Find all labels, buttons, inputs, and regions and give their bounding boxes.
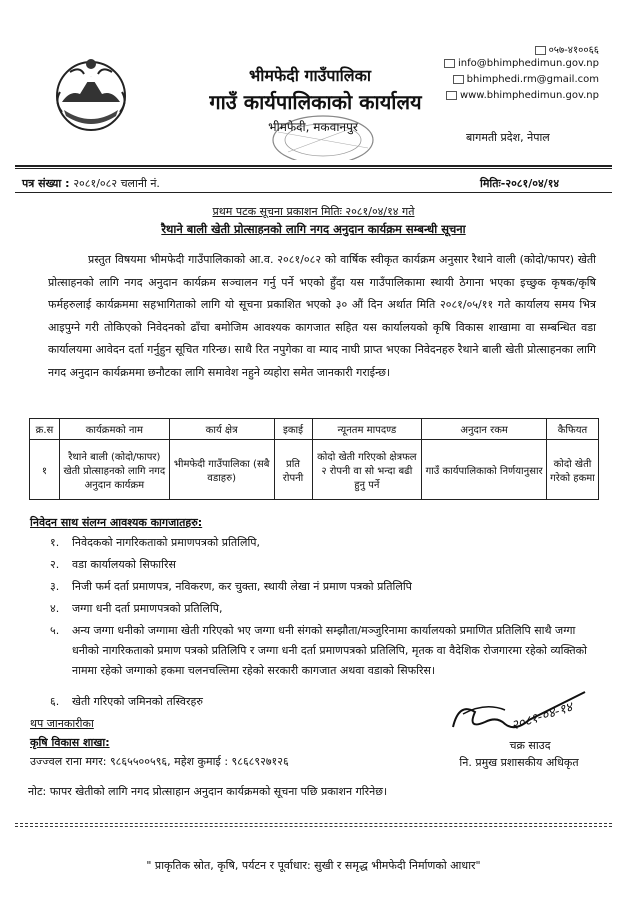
signatory-designation: नि. प्रमुख प्रशासकीय अधिकृत bbox=[459, 756, 579, 769]
table-header-row bbox=[30, 419, 599, 440]
contact-phone: ०५७-४१००६६ bbox=[535, 42, 599, 56]
email-icon bbox=[453, 75, 464, 84]
nepal-emblem-icon bbox=[50, 52, 132, 134]
table-cell: कोदो खेती गरिएको क्षेत्रफल २ रोपनी वा सो भन्दा बढी हुनु पर्ने bbox=[312, 440, 422, 500]
footer-motto: " प्राकृतिक स्रोत, कृषि, पर्यटन र पूर्वाधार: सुखी र समृद्ध भीमफेदी निर्माणको आधार" bbox=[146, 859, 481, 872]
list-item: १. निवेदकको नागरिकताको प्रमाणपत्रको प्रतिलिपि, bbox=[50, 536, 261, 549]
list-item: ४. जग्गा धनी दर्ता प्रमाणपत्रको प्रतिलिपि, bbox=[50, 602, 223, 615]
footer-rule bbox=[15, 823, 612, 824]
globe-icon bbox=[446, 91, 457, 100]
footer-rule bbox=[15, 826, 612, 827]
table-row bbox=[30, 440, 599, 500]
signatory-name: चक्र साउद bbox=[509, 739, 551, 752]
signature-icon bbox=[445, 672, 605, 742]
municipality-name: भीमफेदी गाउँपालिका bbox=[248, 66, 372, 85]
notice-subject: रैथाने बाली खेती प्रोत्साहनको लागि नगद अनुदान कार्यक्रम सम्बन्धी सूचना bbox=[161, 222, 466, 236]
department-name: कृषि विकास शाखा: bbox=[30, 736, 110, 749]
header-rule bbox=[15, 165, 612, 167]
reference-rule bbox=[15, 192, 612, 193]
table-cell: गाउँ कार्यपालिकाको निर्णयानुसार bbox=[422, 440, 547, 500]
phone-icon bbox=[535, 46, 546, 55]
table-cell: प्रति रोपनी bbox=[274, 440, 312, 500]
list-item: ५. अन्य जग्गा धनीको जग्गामा खेती गरिएको भए जग्गा धनी संगको सम्झौता/मञ्जुरिनामा कार्यालयको प्रमाणित प्रतिलिपि साथै जग्गा धनीको नागरिकताको प्रमाण पत्रको प्रतिलिपि र जग्गा धनी दर्ता प्रमाणपत्रको प्रतिलिपि, मृतक वा वैदेशिक रोजगारमा रहेको व्यक्तिको नाममा रहेको जग्गाको हकमा चलनचल्तिमा रहेको सरकारी कागजात अथवा वडाको सिफरिस। bbox=[50, 624, 587, 677]
list-item: ३. निजी फर्म दर्ता प्रमाणपत्र, नविकरण, कर चुक्ता, स्थायी लेखा नं प्रमाण पत्रको प्रतिलिपि bbox=[50, 580, 412, 593]
office-name: गाउँ कार्यपालिकाको कार्यालय bbox=[209, 90, 422, 114]
table-cell: भीमफेदी गाउँपालिका (सबै वडाहरु) bbox=[169, 440, 274, 500]
attachments-title: निवेदन साथ संलग्न आवश्यक कागजातहरु: bbox=[30, 516, 203, 529]
table-cell: रैथाने बाली (कोदो/फापर) खेती प्रोत्साहनको लागि नगद अनुदान कार्यक्रम bbox=[59, 440, 169, 500]
list-item: २. वडा कार्यालयको सिफारिस bbox=[50, 558, 176, 571]
notice-body: प्रस्तुत विषयमा भीमफेदी गाउँपालिकाको आ.व. २०८१/०८२ को वार्षिक स्वीकृत कार्यक्रम अनुसार रैथाने वाली (कोदो/फापर) खेती प्रोत्साहनको लागि नगद अनुदान कार्यक्रम सञ्चालन गर्नु पर्ने भएको हुँदा यस गाउँपालिकामा स्थायी ठेगाना भएका इच्छुक कृषक/कृषि फर्महरुलाई कार्यक्रममा सहभागिताको लागि यो सूचना प्रकाशित भएको ३० औं दिन अर्थात मिति २०८१/०५/११ गते कार्यालय समय भित्र आइपुग्ने गरी तोकिएको निवेदनको ढाँचा बमोजिम आवश्यक कागजात सहित यस कार्यालयको कृषि विकास शाखामा वा सम्बन्धित वडा कार्यालयमा आवेदन दर्ता गर्नुहुन सूचित गरिन्छ। साथै रित नपुगेका वा म्याद नाघी प्राप्त भएका निवेदनहरु रैथाने बाली खेती प्रोत्साहनका लागि नगद अनुदान कार्यक्रममा छनौटका लागि समावेश नहुने व्यहोरा समेत जानकारी गराईन्छ। bbox=[48, 253, 596, 379]
table-cell: कोदो खेती गरेको हकमा bbox=[547, 440, 599, 500]
contact-email-2[interactable]: bhimphedi.rm@gmail.com bbox=[453, 74, 599, 85]
publication-date: प्रथम पटक सूचना प्रकाशन मितिः २०८१/०४/१४ गते bbox=[212, 205, 415, 218]
table-header: अनुदान रकम bbox=[422, 419, 547, 440]
reference-number: पत्र संख्या : २०८१/०८२ चलानी नं. bbox=[22, 177, 160, 190]
table-header: न्यूनतम मापदण्ड bbox=[312, 419, 422, 440]
program-table bbox=[29, 418, 599, 500]
table-cell: १ bbox=[30, 440, 60, 500]
signature-date: २०८१-०४-१४ bbox=[509, 699, 575, 734]
province: बागमती प्रदेश, नेपाल bbox=[466, 131, 550, 144]
table-header: इकाई bbox=[274, 419, 312, 440]
table-header: कार्य क्षेत्र bbox=[169, 419, 274, 440]
table-header: कार्यक्रमको नाम bbox=[59, 419, 169, 440]
list-item: ६. खेती गरिएको जमिनको तस्विरहरु bbox=[50, 695, 203, 708]
email-icon bbox=[444, 59, 455, 68]
contact-email-1[interactable]: info@bhimphedimun.gov.np bbox=[444, 58, 599, 69]
note: नोट: फापर खेतीको लागि नगद प्रोत्साहान अनुदान कार्यक्रमको सूचना पछि प्रकाशन गरिनेछ। bbox=[28, 785, 388, 798]
table-header: कैफियत bbox=[547, 419, 599, 440]
table-header: क्र.स bbox=[30, 419, 60, 440]
contact-website[interactable]: www.bhimphedimun.gov.np bbox=[446, 90, 599, 101]
office-location: भीमफेदी, मकवानपुर bbox=[268, 120, 358, 134]
header-rule bbox=[15, 168, 612, 169]
contact-phones: उज्ज्वल राना मगर: ९८६५५००५९६, महेश कुमाई : ९८६८९२७१२६ bbox=[30, 755, 289, 768]
reference-date: मितिः-२०८१/०४/१४ bbox=[480, 177, 560, 190]
more-info-title: थप जानकारीका bbox=[30, 717, 94, 730]
